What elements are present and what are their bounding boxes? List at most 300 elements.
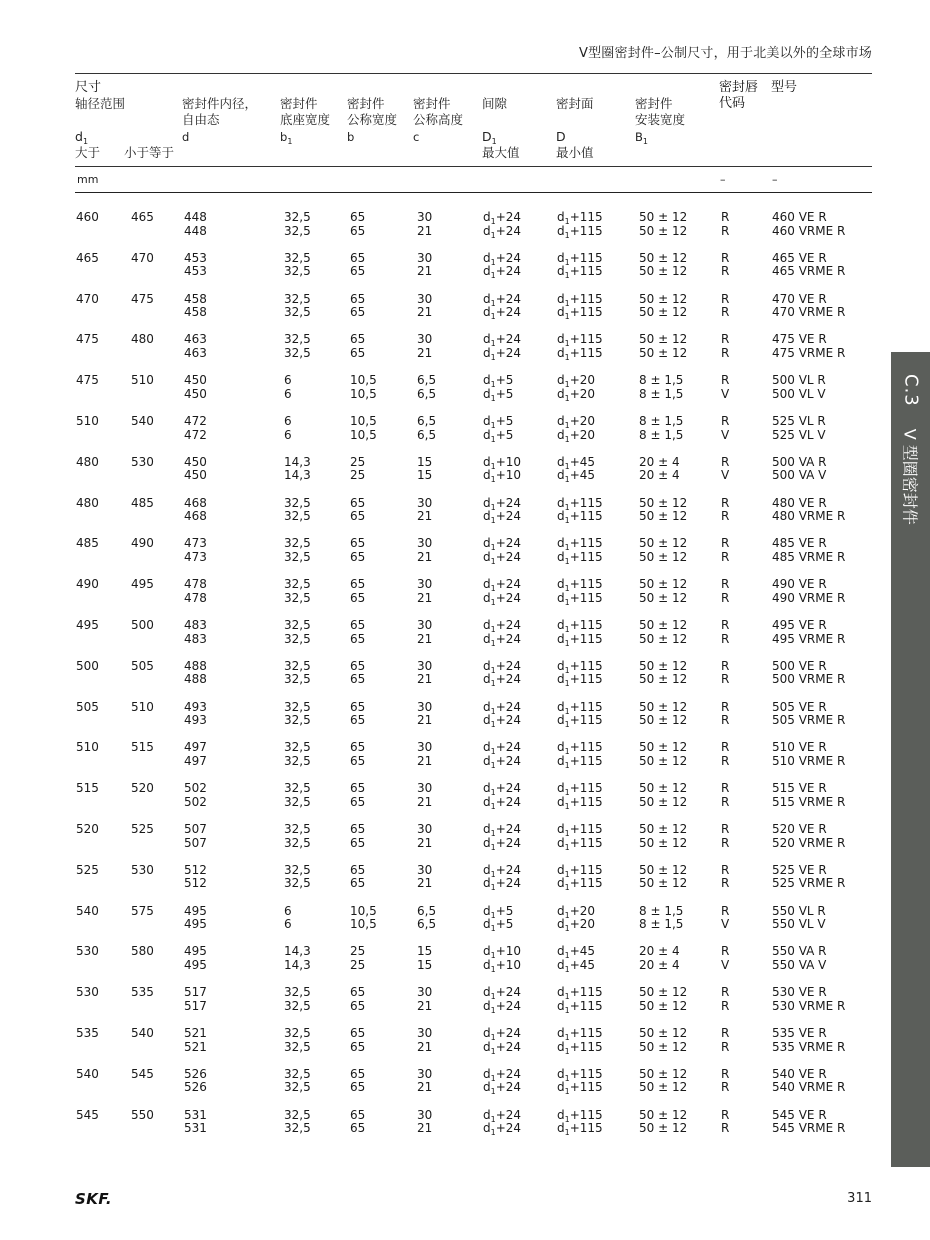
- cell-b1: [284, 1027, 311, 1054]
- cell-c: [417, 660, 432, 687]
- cell-line: 8 ± 1,5: [639, 386, 684, 401]
- cell-code: [721, 1109, 729, 1136]
- cell-line: 502: [184, 794, 207, 809]
- cell-line: 21: [417, 223, 433, 238]
- cell-line: 495: [184, 917, 207, 932]
- table-top-rule: [75, 73, 872, 74]
- cell-line: $d_1+115$: [557, 998, 603, 1015]
- cell-line: 21: [417, 998, 433, 1013]
- cell-line: $d_1+115$: [557, 740, 603, 757]
- cell-desig: [772, 211, 845, 238]
- cell-b1: [639, 1109, 687, 1136]
- cell-line: 460 VE R: [772, 210, 827, 224]
- cell-incl: 495: [131, 577, 154, 592]
- cell-d1: [483, 497, 521, 524]
- cell-line: R: [721, 998, 730, 1013]
- cell-line: R: [721, 672, 730, 687]
- cell-incl: 530: [131, 862, 154, 877]
- cell-line: $d_1+115$: [557, 590, 603, 607]
- cell-line: R: [721, 699, 730, 714]
- cell-b1: [284, 293, 311, 320]
- cell-desig: [772, 782, 845, 809]
- cell-line: $d_1+115$: [557, 264, 603, 281]
- cell-line: 507: [184, 822, 207, 836]
- cell-line: 483: [184, 618, 207, 632]
- cell-b1: [284, 252, 311, 279]
- cell-line: 32,5: [284, 332, 311, 347]
- cell-d: [184, 741, 207, 768]
- cell-code: [721, 823, 729, 850]
- cell-line: 510 VE R: [772, 740, 827, 755]
- cell-line: R: [721, 1066, 730, 1081]
- cell-d1: [483, 741, 521, 768]
- cell-line: 25: [350, 454, 366, 469]
- cell-b1: [284, 333, 311, 360]
- cell-b: [350, 741, 365, 768]
- cell-d: [184, 945, 207, 972]
- cell-d: [184, 374, 207, 401]
- cell-incl: 545: [131, 1066, 154, 1081]
- cell-d: [557, 619, 603, 646]
- cell-line: R: [721, 414, 730, 428]
- cell-b1: [639, 619, 687, 646]
- cell-line: $d_1+115$: [557, 509, 603, 526]
- cell-line: 21: [417, 631, 433, 646]
- cell-line: 550 VA V: [772, 957, 827, 972]
- cell-desig: [772, 986, 845, 1013]
- cell-line: 65: [350, 713, 366, 728]
- cell-d: [557, 537, 603, 564]
- cell-line: 21: [417, 305, 433, 320]
- cell-desig: [772, 1109, 845, 1136]
- cell-line: 6,5: [417, 917, 437, 932]
- cell-incl: 485: [131, 495, 154, 510]
- cell-c: [417, 905, 436, 932]
- cell-line: 50 ± 12: [639, 250, 688, 265]
- cell-b: [350, 823, 365, 850]
- cell-line: 463: [184, 332, 207, 347]
- cell-incl: 515: [131, 740, 154, 755]
- cell-desig: [772, 823, 845, 850]
- cell-incl: 475: [131, 291, 154, 306]
- cell-line: R: [721, 1121, 730, 1136]
- cell-line: 531: [184, 1121, 207, 1136]
- cell-line: $d_1+115$: [557, 1039, 603, 1056]
- cell-line: 14,3: [284, 454, 311, 469]
- cell-line: 21: [417, 672, 433, 687]
- cell-line: 550 VL V: [772, 917, 826, 932]
- cell-line: 32,5: [284, 631, 311, 646]
- cell-line: 50 ± 12: [639, 835, 688, 850]
- cell-line: R: [721, 536, 730, 551]
- cell-line: $d_1+20$: [557, 427, 596, 444]
- cell-b1: [639, 252, 687, 279]
- cell-b1: [284, 619, 311, 646]
- cell-line: 50 ± 12: [639, 740, 688, 755]
- cell-line: $d_1+115$: [557, 618, 603, 634]
- cell-b: [350, 660, 365, 687]
- cell-c: [417, 619, 432, 646]
- cell-line: 30: [417, 250, 433, 265]
- table-row: [0, 374, 930, 414]
- cell-line: 21: [417, 509, 433, 524]
- cell-b: [350, 782, 365, 809]
- cell-code: [721, 701, 729, 728]
- cell-line: $d_1+10$: [483, 454, 522, 471]
- cell-b1: [284, 864, 311, 891]
- table-row: [0, 986, 930, 1026]
- cell-line: R: [721, 618, 730, 632]
- cell-d: [557, 945, 595, 972]
- cell-desig: [772, 293, 845, 320]
- cell-b1: [639, 415, 683, 442]
- cell-c: [417, 252, 432, 279]
- cell-d: [557, 1027, 603, 1054]
- cell-line: 495: [184, 903, 207, 918]
- cell-b1: [639, 497, 687, 524]
- cell-line: 32,5: [284, 305, 311, 320]
- cell-line: R: [721, 794, 730, 809]
- cell-line: $d_1+24$: [483, 876, 522, 893]
- cell-line: 65: [350, 577, 366, 592]
- cell-c: [417, 782, 432, 809]
- cell-line: 495: [184, 944, 207, 959]
- cell-d: [557, 497, 603, 524]
- cell-line: $d_1+115$: [557, 699, 603, 716]
- cell-line: 65: [350, 1039, 366, 1054]
- cell-desig: [772, 864, 845, 891]
- cell-line: 526: [184, 1066, 207, 1081]
- cell-line: $d_1+115$: [557, 781, 603, 798]
- cell-line: 448: [184, 223, 207, 238]
- cell-line: $d_1+20$: [557, 917, 596, 934]
- cell-line: 14,3: [284, 957, 311, 972]
- cell-line: 32,5: [284, 658, 311, 673]
- cell-d1: [483, 578, 521, 605]
- cell-line: R: [721, 862, 730, 877]
- cell-line: 478: [184, 577, 207, 592]
- cell-line: 6,5: [417, 373, 437, 388]
- cell-line: 65: [350, 835, 366, 850]
- cell-line: $d_1+24$: [483, 250, 522, 267]
- cell-line: 32,5: [284, 1026, 311, 1040]
- cell-line: 502: [184, 781, 207, 796]
- cell-line: 540 VRME R: [772, 1080, 846, 1095]
- cell-line: $d_1+45$: [557, 468, 596, 485]
- table-row: [0, 823, 930, 863]
- cell-b1: [284, 456, 311, 483]
- cell-line: $d_1+24$: [483, 699, 522, 716]
- cell-d: [557, 374, 595, 401]
- cell-code: [721, 945, 729, 972]
- cell-line: $d_1+24$: [483, 495, 522, 512]
- cell-b1: [639, 660, 687, 687]
- cell-line: 475 VE R: [772, 332, 827, 347]
- cell-line: 521: [184, 1026, 207, 1040]
- header-over: 大于: [75, 145, 101, 160]
- cell-b1: [639, 701, 687, 728]
- cell-line: 32,5: [284, 345, 311, 360]
- cell-incl: 510: [131, 699, 154, 714]
- cell-d: [557, 415, 595, 442]
- cell-line: 50 ± 12: [639, 862, 688, 877]
- cell-line: 15: [417, 468, 433, 483]
- cell-line: 475 VRME R: [772, 345, 846, 360]
- table-row: [0, 497, 930, 537]
- cell-line: 65: [350, 1121, 366, 1136]
- cell-line: 32,5: [284, 672, 311, 687]
- table-row: [0, 456, 930, 496]
- cell-line: R: [721, 781, 730, 796]
- header-d1-symbol: $d_1$: [75, 129, 89, 146]
- cell-line: 25: [350, 468, 366, 483]
- table-row: [0, 864, 930, 904]
- cell-line: 50 ± 12: [639, 1080, 688, 1095]
- cell-line: 50 ± 12: [639, 305, 688, 320]
- cell-d1: [483, 374, 513, 401]
- cell-line: 32,5: [284, 781, 311, 796]
- cell-line: 50 ± 12: [639, 794, 688, 809]
- cell-line: 21: [417, 549, 433, 564]
- cell-line: 65: [350, 998, 366, 1013]
- cell-line: 50 ± 12: [639, 998, 688, 1013]
- cell-b1: [284, 578, 311, 605]
- cell-line: R: [721, 822, 730, 836]
- cell-line: 50 ± 12: [639, 495, 688, 510]
- cell-line: 8 ± 1,5: [639, 427, 684, 442]
- cell-over: 490: [76, 577, 99, 592]
- cell-line: 512: [184, 862, 207, 877]
- cell-d: [184, 415, 207, 442]
- cell-code: [721, 660, 729, 687]
- cell-line: 6,5: [417, 903, 437, 918]
- cell-c: [417, 211, 432, 238]
- cell-line: V: [721, 386, 730, 401]
- cell-line: V: [721, 957, 730, 972]
- cell-b: [350, 1109, 365, 1136]
- cell-line: $d_1+24$: [483, 1080, 522, 1097]
- cell-line: 32,5: [284, 822, 311, 836]
- header-mounted-width: 密封件 安装宽度 $B_1$: [635, 96, 686, 146]
- cell-line: 21: [417, 794, 433, 809]
- cell-line: 65: [350, 305, 366, 320]
- cell-line: 510 VRME R: [772, 753, 846, 768]
- cell-d: [184, 782, 207, 809]
- cell-line: 25: [350, 957, 366, 972]
- cell-line: 50 ± 12: [639, 345, 688, 360]
- cell-line: 490 VE R: [772, 577, 827, 592]
- cell-line: 50 ± 12: [639, 781, 688, 796]
- cell-line: 473: [184, 549, 207, 564]
- cell-b1: [639, 1068, 687, 1095]
- cell-code: [721, 864, 729, 891]
- cell-line: 505 VRME R: [772, 713, 846, 728]
- cell-b1: [284, 782, 311, 809]
- cell-b: [350, 945, 365, 972]
- cell-line: $d_1+24$: [483, 713, 522, 730]
- cell-line: 488: [184, 658, 207, 673]
- cell-line: 65: [350, 223, 366, 238]
- cell-b: [350, 293, 365, 320]
- cell-line: $d_1+115$: [557, 577, 603, 594]
- cell-incl: 525: [131, 822, 154, 836]
- cell-d: [184, 252, 207, 279]
- cell-b1: [639, 986, 687, 1013]
- cell-line: 30: [417, 291, 433, 306]
- cell-line: R: [721, 210, 730, 224]
- cell-line: 32,5: [284, 509, 311, 524]
- cell-over: 510: [76, 740, 99, 755]
- cell-line: 21: [417, 1080, 433, 1095]
- cell-line: $d_1+24$: [483, 345, 522, 362]
- cell-desig: [772, 1027, 845, 1054]
- cell-c: [417, 293, 432, 320]
- cell-line: $d_1+24$: [483, 740, 522, 757]
- cell-line: 21: [417, 590, 433, 605]
- cell-b1: [639, 333, 687, 360]
- header-bottom-rule: [75, 192, 872, 193]
- cell-line: 21: [417, 1039, 433, 1054]
- cell-line: 65: [350, 1066, 366, 1081]
- cell-incl: 490: [131, 536, 154, 551]
- cell-line: 14,3: [284, 944, 311, 959]
- cell-line: 6: [284, 903, 292, 918]
- cell-line: 32,5: [284, 536, 311, 551]
- cell-line: R: [721, 876, 730, 891]
- cell-b: [350, 415, 377, 442]
- cell-line: R: [721, 291, 730, 306]
- cell-line: R: [721, 373, 730, 388]
- cell-line: 32,5: [284, 740, 311, 755]
- table-row: [0, 252, 930, 292]
- cell-code: [721, 741, 729, 768]
- cell-c: [417, 823, 432, 850]
- table-row: [0, 741, 930, 781]
- cell-line: $d_1+20$: [557, 903, 596, 920]
- unit-dash-code: –: [720, 173, 726, 186]
- cell-line: 493: [184, 713, 207, 728]
- running-head: V型圈密封件–公制尺寸，用于北美以外的全球市场: [579, 46, 872, 61]
- cell-b1: [284, 415, 292, 442]
- cell-line: $d_1+115$: [557, 822, 603, 838]
- page-number: 311: [847, 1191, 872, 1206]
- cell-line: 525 VRME R: [772, 876, 846, 891]
- cell-line: 25: [350, 944, 366, 959]
- cell-line: 485 VRME R: [772, 549, 846, 564]
- table-row: [0, 578, 930, 618]
- cell-code: [721, 456, 729, 483]
- cell-d: [184, 333, 207, 360]
- header-nominal-height: 密封件 公称高度 c: [413, 96, 464, 144]
- cell-b1: [284, 986, 311, 1013]
- section-side-tab[interactable]: [891, 352, 930, 1167]
- skf-logo: SKF.: [75, 1190, 113, 1208]
- table-row: [0, 537, 930, 577]
- table-row: [0, 782, 930, 822]
- cell-b: [350, 1068, 365, 1095]
- cell-over: 475: [76, 373, 99, 388]
- cell-b1: [639, 945, 680, 972]
- cell-line: 30: [417, 658, 433, 673]
- header-inner-dia: 密封件内径， 自由态 d: [182, 96, 258, 144]
- cell-line: 535 VRME R: [772, 1039, 846, 1054]
- cell-line: $d_1+24$: [483, 835, 522, 852]
- cell-c: [417, 415, 436, 442]
- cell-line: $d_1+5$: [483, 373, 514, 390]
- table-row: [0, 701, 930, 741]
- cell-line: 65: [350, 590, 366, 605]
- cell-over: 505: [76, 699, 99, 714]
- cell-incl: 510: [131, 373, 154, 388]
- cell-line: $d_1+24$: [483, 658, 522, 675]
- cell-b: [350, 497, 365, 524]
- cell-incl: 530: [131, 454, 154, 469]
- cell-d1: [483, 1027, 521, 1054]
- cell-line: 30: [417, 862, 433, 877]
- cell-d1: [483, 905, 513, 932]
- cell-c: [417, 578, 432, 605]
- cell-line: $d_1+115$: [557, 1080, 603, 1097]
- cell-line: 14,3: [284, 468, 311, 483]
- cell-line: R: [721, 250, 730, 265]
- cell-line: 32,5: [284, 753, 311, 768]
- cell-desig: [772, 252, 845, 279]
- cell-line: 65: [350, 876, 366, 891]
- cell-b: [350, 986, 365, 1013]
- cell-line: 453: [184, 250, 207, 265]
- cell-b1: [639, 211, 687, 238]
- cell-b1: [284, 1109, 311, 1136]
- cell-line: $d_1+24$: [483, 549, 522, 566]
- cell-line: 465 VRME R: [772, 264, 846, 279]
- cell-line: $d_1+24$: [483, 1107, 522, 1124]
- cell-line: 65: [350, 291, 366, 306]
- cell-line: 10,5: [350, 427, 377, 442]
- unit-dash-designation: –: [772, 173, 778, 186]
- cell-line: $d_1+24$: [483, 577, 522, 594]
- cell-desig: [772, 741, 845, 768]
- cell-line: 495 VE R: [772, 618, 827, 632]
- cell-line: $d_1+24$: [483, 753, 522, 770]
- cell-line: 10,5: [350, 414, 377, 428]
- table-row: [0, 945, 930, 985]
- cell-line: 535 VE R: [772, 1026, 827, 1040]
- cell-line: $d_1+115$: [557, 985, 603, 1002]
- cell-line: 65: [350, 1107, 366, 1122]
- cell-line: 50 ± 12: [639, 658, 688, 673]
- cell-line: R: [721, 590, 730, 605]
- cell-line: 50 ± 12: [639, 332, 688, 347]
- cell-line: $d_1+5$: [483, 917, 514, 934]
- cell-b: [350, 619, 365, 646]
- cell-line: $d_1+115$: [557, 753, 603, 770]
- cell-line: 460 VRME R: [772, 223, 846, 238]
- cell-line: 507: [184, 835, 207, 850]
- cell-over: 540: [76, 1066, 99, 1081]
- cell-line: R: [721, 1107, 730, 1122]
- cell-desig: [772, 497, 845, 524]
- cell-line: 50 ± 12: [639, 713, 688, 728]
- cell-b: [350, 211, 365, 238]
- cell-line: 65: [350, 985, 366, 1000]
- cell-line: 450: [184, 373, 207, 388]
- cell-line: 500 VRME R: [772, 672, 846, 687]
- table-row: [0, 293, 930, 333]
- cell-line: $d_1+115$: [557, 658, 603, 675]
- cell-c: [417, 945, 432, 972]
- cell-line: 32,5: [284, 985, 311, 1000]
- cell-line: 32,5: [284, 223, 311, 238]
